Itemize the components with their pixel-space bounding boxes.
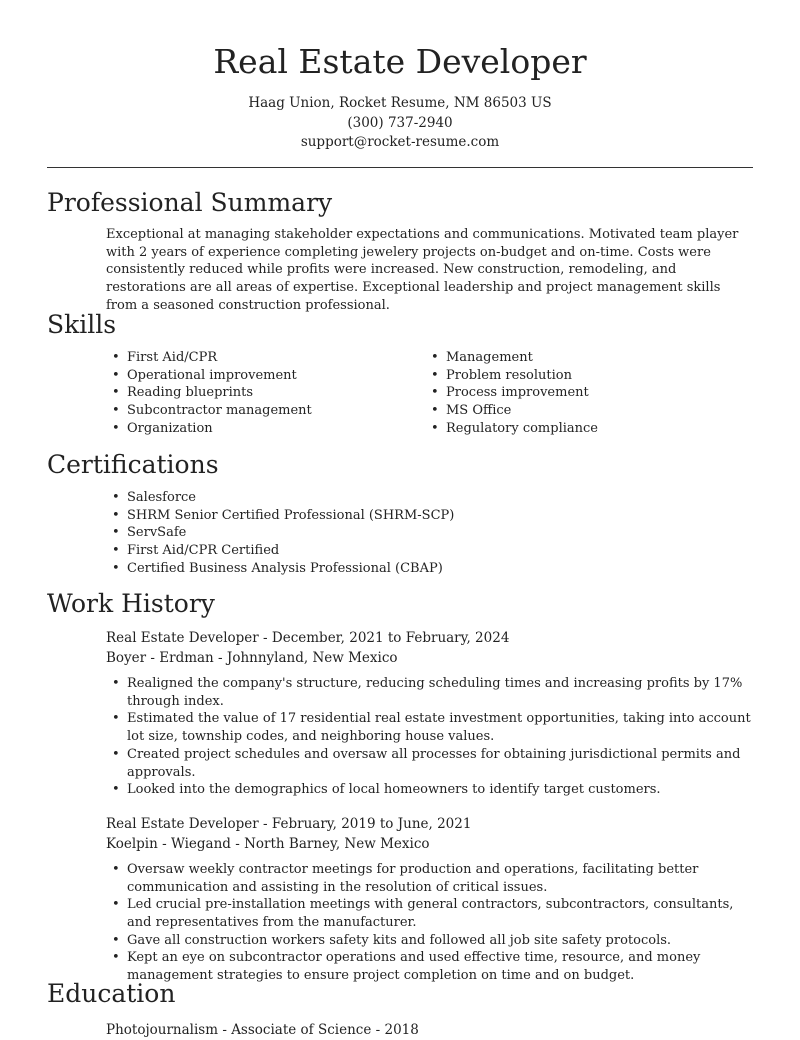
skill-item: • Operational improvement: [106, 367, 425, 385]
certification-item: • ServSafe: [106, 524, 753, 542]
job-bullets: [106, 675, 753, 799]
skills-heading: Skills: [47, 310, 117, 339]
skills-section: [47, 310, 753, 438]
skill-item: • First Aid/CPR: [106, 349, 425, 367]
certification-item: • Salesforce: [106, 489, 753, 507]
skill-item: • Regulatory compliance: [425, 420, 744, 438]
job-bullet: • Led crucial pre-installation meetings with general contractors, subcontractors, consultants, and representatives from the manufacturer.: [106, 896, 753, 931]
job-entry: [47, 814, 753, 985]
education-heading: Education: [47, 979, 176, 1008]
separator: -: [230, 835, 245, 852]
job-bullet: • Created project schedules and oversaw all processes for obtaining jurisdictional permits and approvals.: [106, 746, 753, 781]
separator: -: [258, 815, 272, 832]
job-location: Johnnyland, New Mexico: [226, 650, 398, 666]
certification-item: • Certified Business Analysis Professional (CBAP): [106, 560, 753, 578]
resume-header: [0, 0, 800, 153]
education-entry: [47, 1020, 753, 1040]
work-history-section: [47, 589, 753, 985]
skill-item: • Management: [425, 349, 744, 367]
job-bullet: • Gave all construction workers safety kits and followed all job site safety protocols.: [106, 932, 753, 950]
separator: -: [218, 1022, 232, 1038]
contact-address: Haag Union, Rocket Resume, NM 86503 US: [248, 95, 552, 111]
education-section: [47, 979, 753, 1040]
header-divider: [47, 167, 753, 168]
skill-item: • Organization: [106, 420, 425, 438]
skills-right-list: [425, 349, 744, 438]
job-location: North Barney, New Mexico: [244, 835, 430, 852]
resume-name: Real Estate Developer: [213, 42, 587, 81]
summary-heading: Professional Summary: [47, 188, 333, 217]
job-title-line: [106, 814, 753, 834]
contact-email: support@rocket-resume.com: [300, 134, 500, 150]
contact-phone: (300) 737-2940: [347, 114, 453, 131]
separator: -: [213, 650, 227, 666]
job-dates: February, 2019 to June, 2021: [271, 815, 472, 832]
job-title: Real Estate Developer: [106, 815, 259, 832]
job-bullet: • Oversaw weekly contractor meetings for production and operations, facilitating better communication and assisting in the resolution of critical issues.: [106, 861, 753, 896]
skill-item: • Reading blueprints: [106, 384, 425, 402]
job-dates: December, 2021 to February, 2024: [271, 630, 510, 646]
certification-item: • First Aid/CPR Certified: [106, 542, 753, 560]
job-title: Real Estate Developer: [106, 630, 259, 646]
job-bullets: [106, 861, 753, 985]
job-bullet: • Looked into the demographics of local homeowners to identify target customers.: [106, 781, 753, 799]
skill-item: • Process improvement: [425, 384, 744, 402]
job-company: Boyer - Erdman: [106, 650, 214, 666]
summary-section: [47, 188, 753, 315]
contact-block: [0, 94, 800, 153]
certification-item: • SHRM Senior Certified Professional (SHRM-SCP): [106, 507, 753, 525]
certifications-list: [47, 489, 753, 578]
job-company-line: [106, 834, 753, 854]
education-degree: Associate of Science: [231, 1022, 372, 1038]
separator: -: [258, 630, 272, 646]
job-entry: [47, 628, 753, 799]
work-history-heading: Work History: [47, 589, 215, 618]
job-company-line: [106, 648, 753, 668]
skill-item: • Problem resolution: [425, 367, 744, 385]
job-bullet: • Kept an eye on subcontractor operations and used effective time, resource, and money management strategies to ensure project completion on time and on budget.: [106, 949, 753, 984]
job-bullet: • Realigned the company's structure, reducing scheduling times and increasing profits by 17% through index.: [106, 675, 753, 710]
job-title-line: [106, 628, 753, 648]
job-company: Koelpin - Wiegand: [106, 835, 231, 852]
skills-left-list: [106, 349, 425, 438]
skills-grid: [47, 349, 753, 438]
skill-item: • Subcontractor management: [106, 402, 425, 420]
summary-text: Exceptional at managing stakeholder expectations and communications. Motivated team player with 2 years of experience completing jewelery projects on-budget and on-time. Costs were consistently reduced while profits were increased. New construction, remodeling, and restorations are all areas of expertise. Exceptional leadership and project management skills from a seasoned construction professional.: [106, 227, 739, 313]
skill-item: • MS Office: [425, 402, 744, 420]
education-year: 2018: [384, 1022, 419, 1038]
certifications-section: [47, 450, 753, 578]
job-bullet: • Estimated the value of 17 residential real estate investment opportunities, taking into account lot size, township codes, and neighboring house values.: [106, 710, 753, 745]
education-field: Photojournalism: [106, 1022, 219, 1038]
certifications-heading: Certifications: [47, 450, 219, 479]
separator: -: [371, 1022, 385, 1038]
